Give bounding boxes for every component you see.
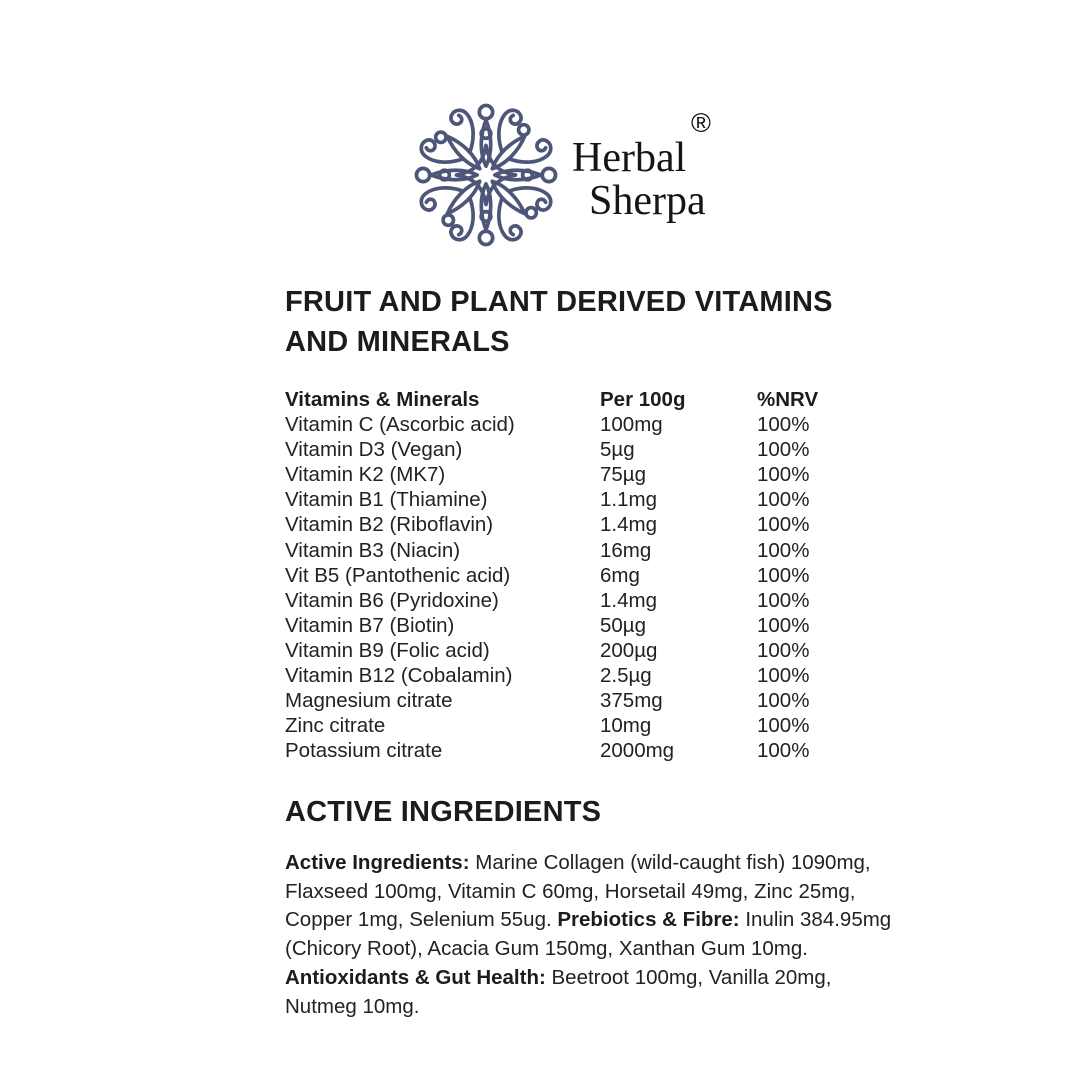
nutrient-amount: 375mg: [600, 689, 663, 713]
nutrient-name: Zinc citrate: [285, 714, 386, 738]
table-row: [285, 487, 845, 512]
nutrient-nrv: 100%: [757, 413, 810, 437]
column-header: Vitamins & Minerals: [285, 388, 480, 411]
nutrient-name: Vitamin B3 (Niacin): [285, 538, 461, 562]
nutrient-amount: 1.1mg: [600, 488, 657, 512]
nutrient-nrv: 100%: [757, 488, 810, 512]
table-body: [285, 412, 845, 763]
nutrient-name: Vitamin B12 (Cobalamin): [285, 664, 513, 688]
nutrient-name: Vitamin B7 (Biotin): [285, 613, 455, 637]
table-row: [285, 538, 845, 563]
nutrient-name: Vit B5 (Pantothenic acid): [285, 563, 511, 587]
nutrient-name: Vitamin B6 (Pyridoxine): [285, 588, 499, 612]
nutrient-name: Magnesium citrate: [285, 689, 453, 713]
nutrient-amount: 75µg: [600, 463, 647, 487]
nutrient-amount: 16mg: [600, 538, 652, 562]
table-row: [285, 588, 845, 613]
active-ingredients-title: ACTIVE INGREDIENTS: [285, 796, 602, 828]
table-row: [285, 613, 845, 638]
table-row: [285, 713, 845, 738]
table-row: [285, 437, 845, 462]
nutrient-name: Vitamin B2 (Riboflavin): [285, 513, 494, 537]
active-ingredients-text: [285, 849, 892, 1021]
table-row: [285, 638, 845, 663]
nutrient-nrv: 100%: [757, 538, 810, 562]
vitamins-title-line2: AND MINERALS: [285, 326, 510, 358]
nutrient-name: Potassium citrate: [285, 739, 443, 763]
table-row: [285, 462, 845, 487]
ingredients-line: [285, 878, 865, 907]
ingredients-line: [285, 935, 865, 964]
nutrient-name: Vitamin C (Ascorbic acid): [285, 413, 515, 437]
ingredients-line: [285, 906, 892, 935]
nutrient-amount: 10mg: [600, 714, 652, 738]
nutrient-nrv: 100%: [757, 638, 810, 662]
table-row: [285, 512, 845, 537]
table-row: [285, 563, 845, 588]
nutrient-nrv: 100%: [757, 588, 810, 612]
table-row: [285, 412, 845, 437]
ingredients-segment: (Chicory Root), Acacia Gum 150mg, Xanthan Gum 10mg.: [285, 937, 808, 961]
column-header: %NRV: [757, 388, 819, 411]
ingredients-segment: Marine Collagen (wild-caught fish) 1090mg,: [469, 851, 871, 874]
ingredients-line: [285, 849, 871, 878]
ingredients-segment: Copper 1mg, Selenium 55ug.: [285, 908, 558, 932]
mandala-logo-icon: [412, 98, 560, 252]
nutrient-amount: 6mg: [600, 563, 640, 587]
nutrient-nrv: 100%: [757, 689, 810, 713]
nutrient-amount: 100mg: [600, 413, 663, 437]
ingredients-group-label: Active Ingredients:: [285, 851, 470, 874]
table-row: [285, 688, 845, 713]
nutrient-amount: 5µg: [600, 438, 635, 462]
table-row: [285, 663, 845, 688]
nutrient-amount: 2000mg: [600, 739, 675, 763]
nutrient-name: Vitamin B1 (Thiamine): [285, 488, 488, 512]
ingredients-group-label: Prebiotics & Fibre:: [557, 908, 740, 932]
ingredients-line: [285, 993, 865, 1022]
nutrient-nrv: 100%: [757, 664, 810, 688]
nutrient-name: Vitamin B9 (Folic acid): [285, 638, 490, 662]
nutrient-nrv: 100%: [757, 513, 810, 537]
nutrient-amount: 2.5µg: [600, 664, 652, 688]
vitamins-title-line1: FRUIT AND PLANT DERIVED VITAMINS: [285, 286, 833, 318]
nutrient-amount: 1.4mg: [600, 513, 657, 537]
ingredients-group-label: Antioxidants & Gut Health:: [285, 965, 546, 989]
vitamins-section-title: [285, 282, 945, 362]
nutrient-nrv: 100%: [757, 563, 810, 587]
ingredients-segment: Inulin 384.95mg: [739, 908, 892, 932]
ingredients-segment: Flaxseed 100mg, Vitamin C 60mg, Horsetail 49mg, Zinc 25mg,: [285, 879, 856, 903]
ingredients-segment: Beetroot 100mg, Vanilla 20mg,: [545, 965, 832, 989]
nutrient-nrv: 100%: [757, 613, 810, 637]
brand-name-line2: Sherpa: [589, 178, 706, 224]
nutrient-name: Vitamin D3 (Vegan): [285, 438, 463, 462]
ingredients-line: [285, 964, 865, 993]
nutrient-nrv: 100%: [757, 714, 810, 738]
nutrient-nrv: 100%: [757, 739, 810, 763]
nutrient-amount: 50µg: [600, 613, 647, 637]
brand-name-line1: Herbal: [572, 135, 687, 181]
table-header-row: [285, 387, 845, 412]
column-header: Per 100g: [600, 388, 686, 411]
registered-trademark: ®: [691, 108, 711, 138]
nutrient-nrv: 100%: [757, 463, 810, 487]
ingredients-segment: Nutmeg 10mg.: [285, 994, 420, 1018]
nutrient-name: Vitamin K2 (MK7): [285, 463, 446, 487]
nutrient-amount: 1.4mg: [600, 588, 657, 612]
nutrient-amount: 200µg: [600, 638, 658, 662]
table-row: [285, 738, 845, 763]
nutrition-table: [285, 387, 845, 763]
nutrient-nrv: 100%: [757, 438, 810, 462]
